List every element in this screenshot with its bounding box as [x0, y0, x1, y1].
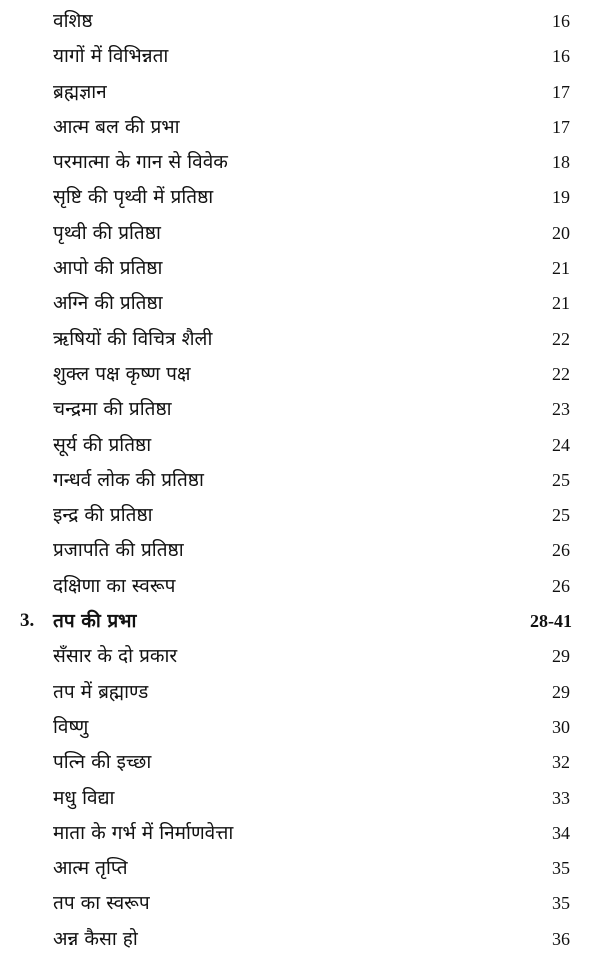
toc-entry	[0, 4, 600, 39]
toc-entry-page: 29	[552, 681, 570, 702]
chapter-number: 3.	[20, 610, 35, 632]
toc-entry-title: वशिष्ठ	[53, 10, 93, 32]
toc-entry-title: विष्णु	[53, 715, 89, 738]
toc-entry	[0, 392, 600, 427]
toc-entry	[0, 816, 600, 851]
toc-entry	[0, 569, 600, 604]
toc-entry-title: सँसार के दो प्रकार	[53, 645, 178, 668]
toc-entry	[0, 639, 600, 674]
toc-entry-title: प्रजापति की प्रतिष्ठा	[53, 539, 184, 562]
toc-entry-title: आत्म बल की प्रभा	[53, 115, 180, 138]
toc-entry-title: पृथ्वी की प्रतिष्ठा	[53, 221, 161, 244]
toc-entry	[0, 533, 600, 568]
toc-entry-page: 26	[552, 575, 570, 596]
table-of-contents	[0, 4, 600, 957]
toc-entry-title: शुक्ल पक्ष कृष्ण पक्ष	[53, 362, 191, 385]
chapter-title: तप की प्रभा	[53, 610, 137, 633]
toc-entry-title: मधु विद्या	[53, 786, 115, 809]
toc-entry	[0, 886, 600, 921]
toc-entry-title: सूर्य की प्रतिष्ठा	[53, 433, 152, 456]
toc-entry-page: 17	[552, 116, 570, 137]
toc-entry-page: 24	[552, 434, 570, 455]
toc-entry-title: तप में ब्रह्माण्ड	[53, 680, 149, 703]
toc-entry-page: 36	[552, 928, 570, 949]
toc-entry-title: आपो की प्रतिष्ठा	[53, 257, 163, 280]
toc-entry-page: 17	[552, 81, 570, 102]
toc-entry	[0, 75, 600, 110]
toc-entry-title: इन्द्र की प्रतिष्ठा	[53, 504, 153, 527]
toc-entry-page: 19	[552, 187, 570, 208]
toc-entry	[0, 180, 600, 215]
toc-entry-title: परमात्मा के गान से विवेक	[53, 151, 228, 174]
toc-entry	[0, 251, 600, 286]
toc-entry-title: अग्नि की प्रतिष्ठा	[53, 292, 163, 315]
toc-entry-page: 25	[552, 505, 570, 526]
toc-entry-page: 21	[552, 258, 570, 279]
toc-entry-page: 23	[552, 399, 570, 420]
toc-entry	[0, 428, 600, 463]
toc-entry	[0, 286, 600, 321]
toc-entry	[0, 781, 600, 816]
toc-entry-page: 22	[552, 363, 570, 384]
chapter-page-range: 28-41	[530, 611, 572, 632]
toc-entry	[0, 675, 600, 710]
toc-entry-page: 18	[552, 152, 570, 173]
toc-entry	[0, 216, 600, 251]
toc-entry-page: 33	[552, 787, 570, 808]
toc-entry-page: 25	[552, 469, 570, 490]
toc-entry-title: सृष्टि की पृथ्वी में प्रतिष्ठा	[53, 186, 214, 209]
toc-entry	[0, 357, 600, 392]
toc-entry	[0, 145, 600, 180]
toc-entry-title: यागों में विभिन्नता	[53, 45, 169, 68]
toc-entry-title: पत्नि की इच्छा	[53, 751, 152, 774]
toc-entry	[0, 745, 600, 780]
toc-entry	[0, 922, 600, 957]
toc-entry-page: 29	[552, 646, 570, 667]
toc-entry-page: 34	[552, 822, 570, 843]
toc-entry-title: तप का स्वरूप	[53, 892, 150, 915]
toc-entry-page: 21	[552, 293, 570, 314]
toc-entry-page: 20	[552, 222, 570, 243]
toc-entry-page: 32	[552, 752, 570, 773]
toc-entry-page: 26	[552, 540, 570, 561]
toc-entry	[0, 710, 600, 745]
toc-entry	[0, 322, 600, 357]
toc-entry-title: माता के गर्भ में निर्माणवेत्ता	[53, 821, 234, 844]
toc-entry-page: 30	[552, 716, 570, 737]
toc-entry-page: 35	[552, 893, 570, 914]
toc-entry-page: 35	[552, 858, 570, 879]
toc-entry-page: 22	[552, 328, 570, 349]
toc-entry-page: 16	[552, 46, 570, 67]
toc-entry	[0, 851, 600, 886]
chapter-heading	[0, 604, 600, 639]
toc-entry-title: ऋषियों की विचित्र शैली	[53, 327, 213, 350]
toc-entry-title: ब्रह्मज्ञान	[53, 80, 107, 103]
toc-entry	[0, 110, 600, 145]
toc-entry-title: चन्द्रमा की प्रतिष्ठा	[53, 398, 172, 421]
toc-entry	[0, 39, 600, 74]
toc-entry-page: 16	[552, 11, 570, 31]
toc-entry	[0, 498, 600, 533]
toc-entry-title: अन्न कैसा हो	[53, 927, 138, 950]
toc-entry	[0, 463, 600, 498]
toc-entry-title: आत्म तृप्ति	[53, 857, 128, 880]
toc-entry-title: गन्धर्व लोक की प्रतिष्ठा	[53, 468, 204, 491]
toc-entry-title: दक्षिणा का स्वरूप	[53, 574, 176, 597]
